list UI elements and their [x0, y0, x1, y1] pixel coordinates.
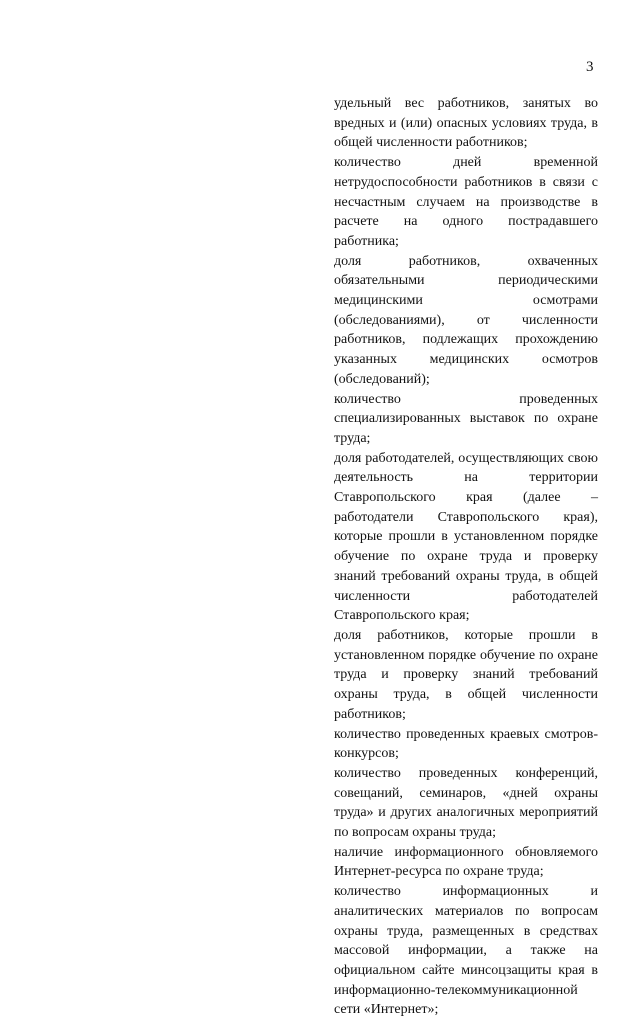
list-item: количество проведенных специализированных выставок по охране труда; [334, 391, 598, 446]
list-item: наличие информационного обновляемого Интернет-ресурса по охране труда; [334, 844, 598, 880]
list-item: количество дней временной нетрудоспособности работников в связи с несчастным случаем на производстве в расчете на одного пострадавшего работника; [334, 155, 598, 249]
list-item: доля работодателей, осуществляющих свою деятельность на территории Ставропольского края (далее – работодатели Ставропольского края), которые прошли в установленном порядке обучение по охране труда и проверку знаний требований охраны труда, в общей численности работодателей Ставропольского края; [334, 450, 598, 624]
page-number: 3 [586, 59, 594, 75]
list-item: удельный вес работников, занятых во вредных и (или) опасных условиях труда, в общей численности работников; [334, 96, 598, 151]
list-item: количество проведенных краевых смотров-конкурсов; [334, 726, 598, 762]
list-item: количество информационных и аналитических материалов по вопросам охраны труда, размещенных в средствах массовой информации, а также на официальном сайте минсоцзащиты края в информационно-телекоммуникационной сети «Интернет»; [334, 884, 598, 1018]
indicator-list [334, 94, 598, 1020]
list-item: доля работников, которые прошли в установленном порядке обучение по охране труда и проверку знаний требований охраны труда, в общей численности работников; [334, 627, 598, 722]
list-item: количество проведенных конференций, совещаний, семинаров, «дней охраны труда» и других аналогичных мероприятий по вопросам охраны труда; [334, 765, 598, 841]
list-item: доля работников, охваченных обязательными периодическими медицинскими осмотрами (обследованиями), от численности работников, подлежащих прохождению указанных медицинских осмотров (обследований); [334, 253, 598, 387]
